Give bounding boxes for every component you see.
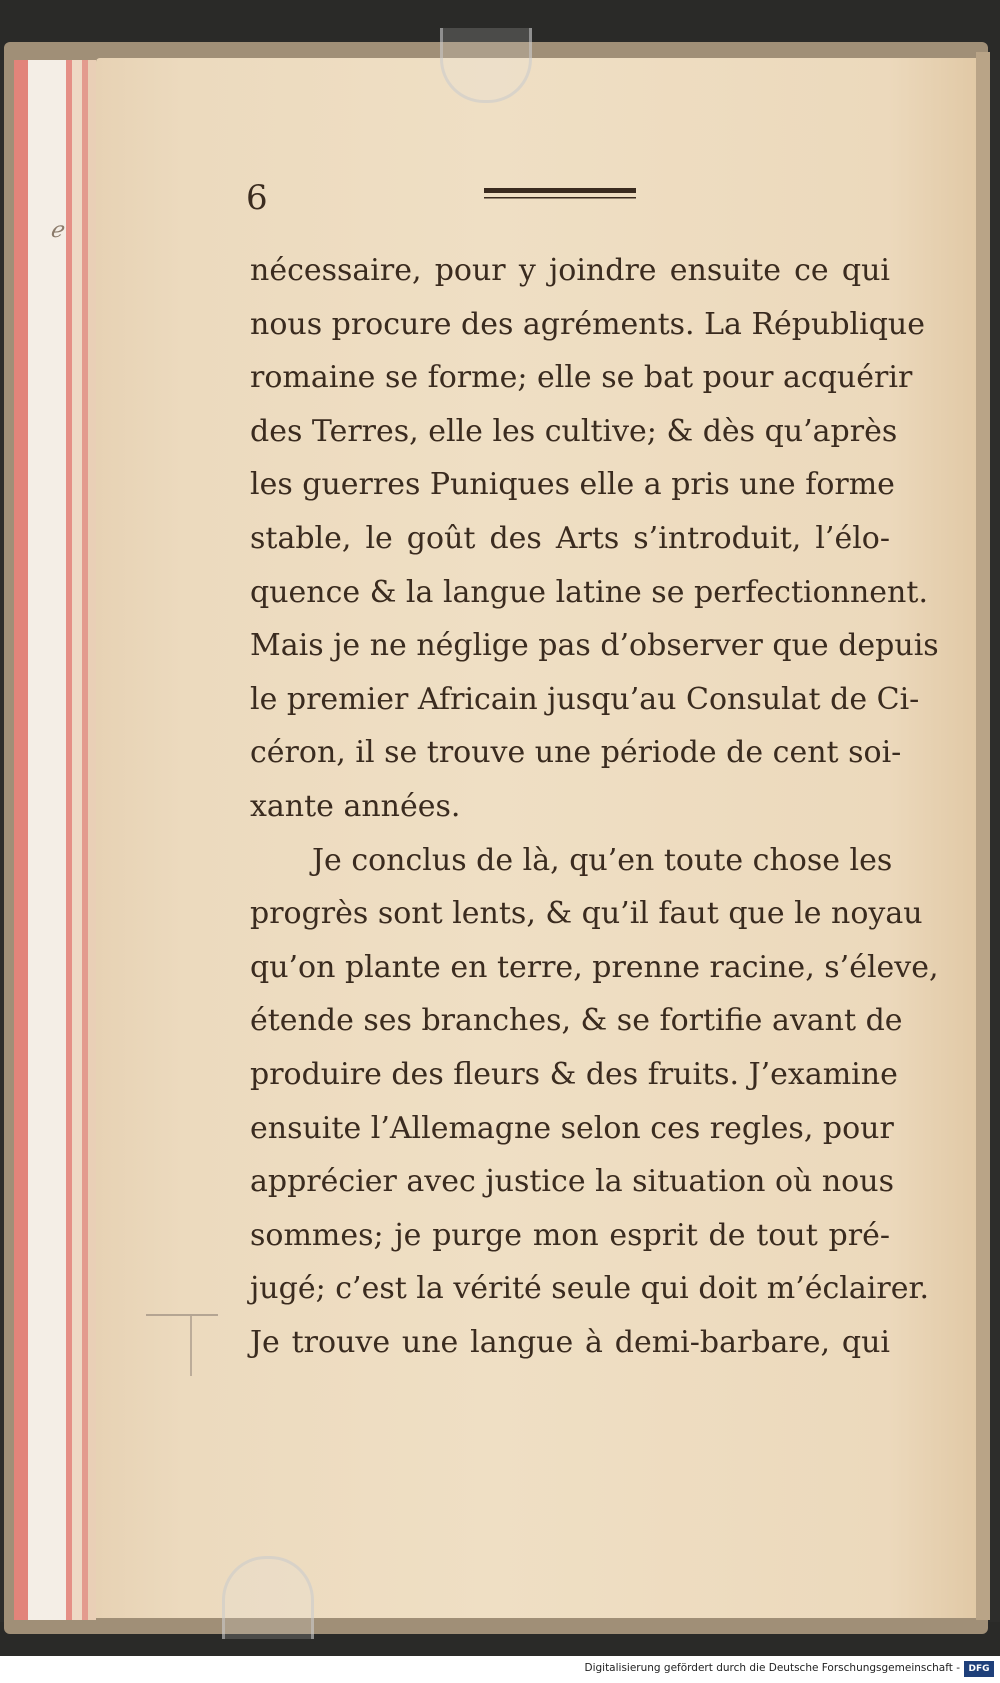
header-ornament-rule <box>484 188 636 202</box>
text-line: Mais je ne néglige pas d’observer que depuis <box>250 628 939 664</box>
pale-page-edge <box>72 60 82 1620</box>
text-line: Je conclus de là, qu’en toute chose les <box>312 842 893 878</box>
digitization-footer <box>0 1656 1000 1683</box>
text-line: sommes; je purge mon esprit de tout pré- <box>250 1217 890 1253</box>
text-line: romaine se forme; elle se bat pour acquérir <box>250 360 913 396</box>
pencil-mark: ℯ <box>50 218 64 243</box>
pale-page-edge <box>28 60 68 1620</box>
text-line: progrès sont lents, & qu’il faut que le noyau <box>250 896 923 932</box>
text-line: produire des fleurs & des fruits. J’examine <box>250 1056 898 1092</box>
facing-page-sliver <box>976 52 990 1620</box>
pencil-tick-horizontal <box>146 1314 218 1316</box>
text-line: les guerres Puniques elle a pris une forme <box>250 467 895 503</box>
body-text <box>250 244 939 1369</box>
text-line: ensuite l’Allemagne selon ces regles, pour <box>250 1110 894 1146</box>
pencil-tick-vertical <box>190 1316 192 1376</box>
text-line: xante années. <box>250 788 461 824</box>
red-page-edge <box>14 60 28 1620</box>
text-line: quence & la langue latine se perfectionnent. <box>250 574 928 610</box>
dfg-logo: DFG <box>964 1661 994 1677</box>
text-line: stable, le goût des Arts s’introduit, l’élo- <box>250 520 890 556</box>
pale-page-edge <box>88 60 96 1620</box>
text-line: Je trouve une langue à demi-barbare, qui <box>250 1324 890 1360</box>
funding-credit: Digitalisierung gefördert durch die Deutsche Forschungsgemeinschaft - <box>584 1662 960 1674</box>
text-line: qu’on plante en terre, prenne racine, s’éleve, <box>250 949 939 985</box>
text-line: nous procure des agréments. La République <box>250 306 925 342</box>
text-line: étende ses branches, & se fortifie avant de <box>250 1003 903 1039</box>
bottom-page-clip <box>222 1556 314 1639</box>
text-line: nécessaire, pour y joindre ensuite ce qui <box>250 253 890 288</box>
text-line: le premier Africain jusqu’au Consulat de Ci- <box>250 681 920 717</box>
text-line: des Terres, elle les cultive; & dès qu’après <box>250 413 898 449</box>
text-line: jugé; c’est la vérité seule qui doit m’éclairer. <box>250 1271 930 1307</box>
text-line: apprécier avec justice la situation où nous <box>250 1164 894 1200</box>
page-number: 6 <box>246 178 268 218</box>
text-line: céron, il se trouve une période de cent soi- <box>250 735 902 771</box>
